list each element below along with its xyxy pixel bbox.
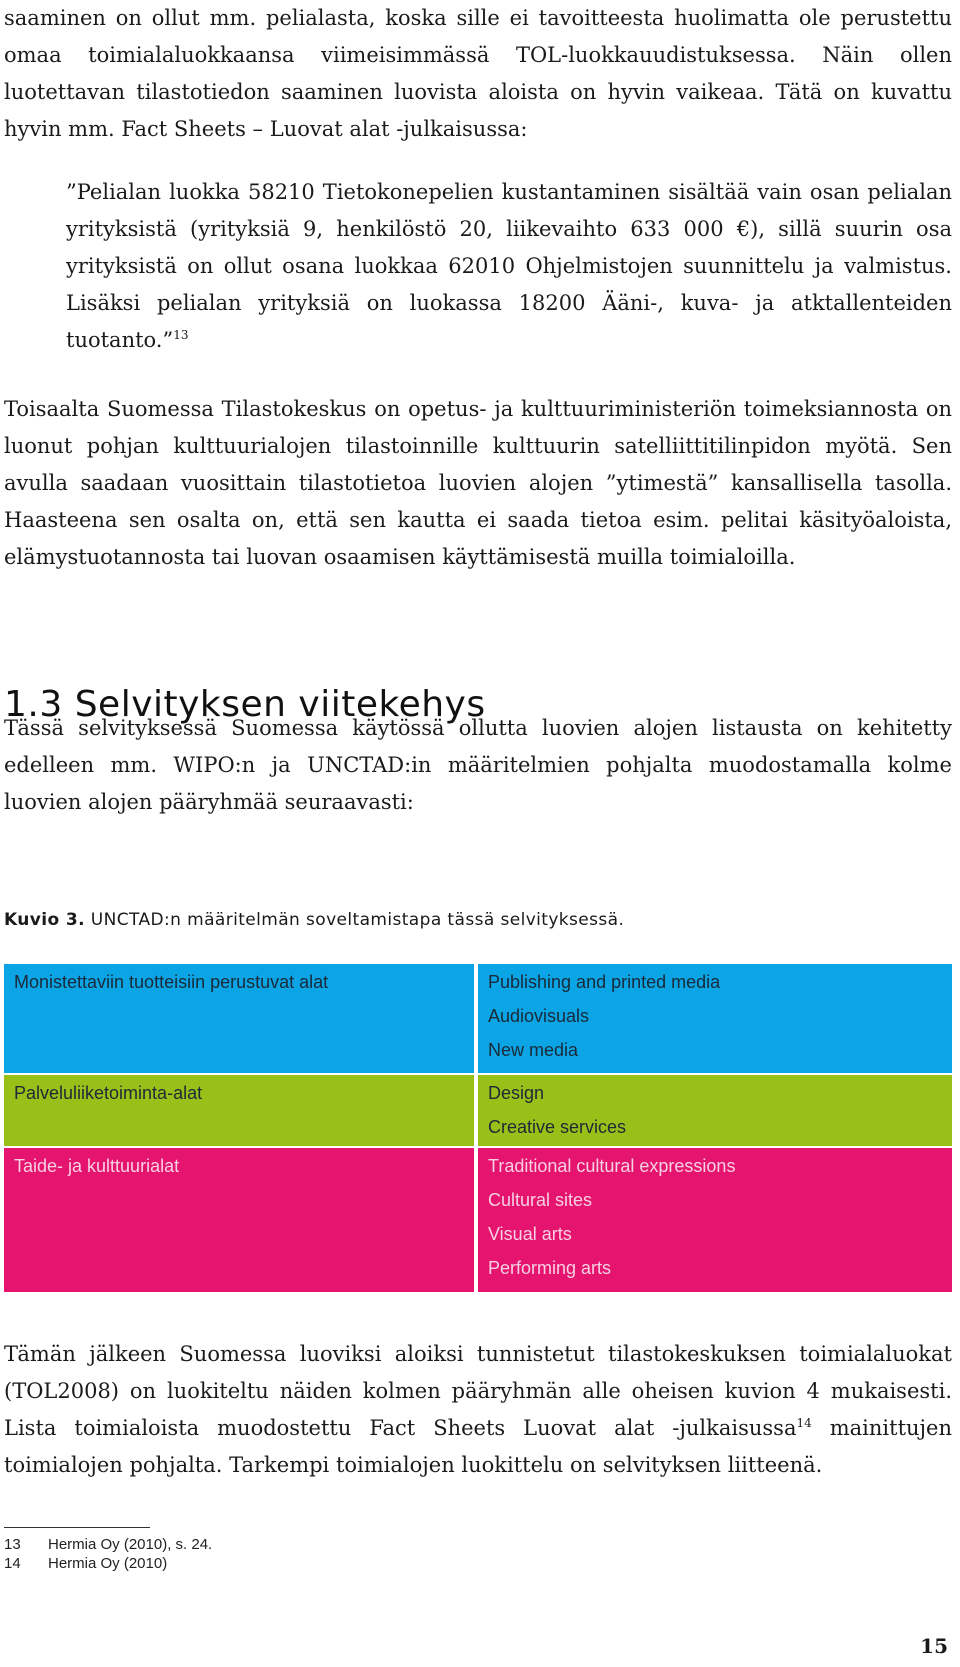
group-3-name-cell xyxy=(4,1148,474,1292)
footnote-13 xyxy=(4,1536,212,1554)
group-2-item: Design xyxy=(488,1083,545,1103)
group-3-name: Taide- ja kulttuurialat xyxy=(14,1156,180,1176)
group-1-name-cell xyxy=(4,964,474,1073)
group-3-item: Traditional cultural expressions xyxy=(488,1156,736,1176)
paragraph-4-text: Tämän jälkeen Suomessa luoviksi aloiksi tunnistetut tilastokeskuksen toimialaluokat (TOL2008) on luokiteltu näiden kolmen pääryhmän alle oheisen kuvion 4 mukaisesti. Lista toimialoista muodostettu Fact Sheets Luovat alat -julkaisussa xyxy=(4,1342,952,1440)
group-1-item: Audiovisuals xyxy=(488,1006,590,1026)
footnote-ref-14[interactable]: 14 xyxy=(796,1416,812,1430)
block-quote xyxy=(66,174,952,359)
group-1-item: New media xyxy=(488,1040,579,1060)
group-3-item: Performing arts xyxy=(488,1258,612,1278)
group-2-items-cell xyxy=(478,1075,952,1146)
footnote-number: 14 xyxy=(4,1555,21,1572)
footnote-text: Hermia Oy (2010), s. 24. xyxy=(48,1536,213,1553)
group-1-items-cell xyxy=(478,964,952,1073)
body-paragraph-2: Toisaalta Suomessa Tilastokeskus on opetus- ja kulttuuriministeriön toimeksiannosta on luonut pohjan kulttuurialojen tilastoinnille kulttuurin satelliittitilinpidon myötä. Sen avulla saadaan vuosittain tilastotietoa luovien alojen ”ytimestä” kansallisella tasolla. Haasteena sen osalta on, että sen kautta ei saada tietoa esim. pelitai käsityöaloista, elämystuotannosta tai luovan osaamisen käyttämisestä muilla toimialoilla. xyxy=(4,397,952,569)
group-3-item: Visual arts xyxy=(488,1224,572,1244)
group-1-item: Publishing and printed media xyxy=(488,972,721,992)
footnote-text: Hermia Oy (2010) xyxy=(48,1555,168,1572)
body-paragraph-3: Tässä selvityksessä Suomessa käytössä ollutta luovien alojen listausta on kehitetty edelleen mm. WIPO:n ja UNCTAD:in määritelmien pohjalta muodostamalla kolme luovien alojen pääryhmää seuraavasti: xyxy=(4,716,952,814)
group-1-name: Monistettaviin tuotteisiin perustuvat alat xyxy=(14,972,329,992)
figure-caption-text: UNCTAD:n määritelmän soveltamistapa tässä selvityksessä. xyxy=(84,910,625,930)
body-paragraph-4 xyxy=(4,1336,952,1484)
figure-group-3 xyxy=(4,1148,952,1292)
group-2-item: Creative services xyxy=(488,1117,627,1137)
group-2-name-cell xyxy=(4,1075,474,1146)
group-3-items-cell xyxy=(478,1148,952,1292)
intro-paragraph: saaminen on ollut mm. pelialasta, koska sille ei tavoitteesta huolimatta ole perustettu omaa toimialaluokkaansa viimeisimmässä TOL-luokkauudistuksessa. Näin ollen luotettavan tilastotiedon saaminen luovista aloista on hyvin vaikeaa. Tätä on kuvattu hyvin mm. Fact Sheets – Luovat alat -julkaisussa: xyxy=(4,6,952,141)
footnote-14 xyxy=(4,1555,167,1573)
group-3-item: Cultural sites xyxy=(488,1190,593,1210)
figure-label: Kuvio 3. xyxy=(4,910,85,930)
section-heading: 1.3 Selvityksen viitekehys xyxy=(4,684,486,725)
paragraph-4-text-end: mainittujen toimialojen pohjalta. Tarkempi toimialojen luokittelu on selvityksen liitteenä. xyxy=(4,1416,952,1477)
footnote-ref-13[interactable]: 13 xyxy=(173,328,189,342)
footnote-divider xyxy=(4,1527,150,1528)
page-number: 15 xyxy=(920,1634,948,1658)
figure-caption xyxy=(4,910,624,930)
figure-group-1 xyxy=(4,964,952,1073)
quote-text: ”Pelialan luokka 58210 Tietokonepelien kustantaminen sisältää vain osan pelialan yrityksistä (yrityksiä 9, henkilöstö 20, liikevaihto 633 000 €), sillä suurin osa yrityksistä on ollut osana luokkaa 62010 Ohjelmistojen suunnittelu ja valmistus. Lisäksi pelialan yrityksiä on luokassa 18200 Ääni-, kuva- ja atktallenteiden tuotanto.” xyxy=(66,180,952,352)
figure-group-2 xyxy=(4,1075,952,1146)
footnote-number: 13 xyxy=(4,1536,21,1553)
group-2-name: Palveluliiketoiminta-alat xyxy=(14,1083,203,1103)
